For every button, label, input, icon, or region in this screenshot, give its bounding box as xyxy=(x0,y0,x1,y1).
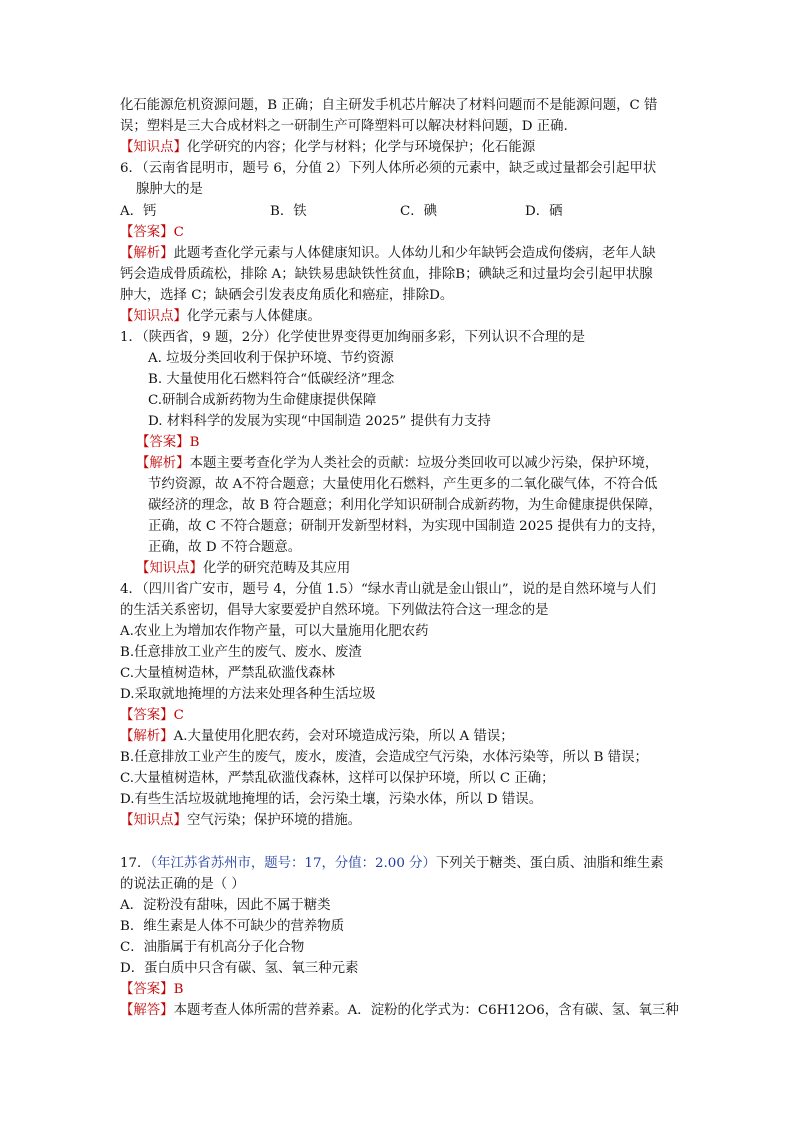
knowledge-line xyxy=(136,559,350,579)
question-number: 17． xyxy=(120,856,151,871)
analysis-line xyxy=(148,496,662,516)
analysis-line xyxy=(120,265,653,285)
analysis-text: 正确，故 D 不符合题意。 xyxy=(148,540,302,555)
option-text: A．淀粉没有甜味，因此不属于糖类 xyxy=(120,898,331,913)
analysis-line xyxy=(148,538,301,558)
analysis-line xyxy=(120,727,514,747)
question-number: 4． xyxy=(120,582,142,597)
answer-line xyxy=(120,706,184,726)
question-source: （云南省昆明市，题号 6，分值 2） xyxy=(141,161,349,176)
analysis-tag: 【解析】 xyxy=(120,246,174,261)
option-b xyxy=(120,643,362,663)
analysis-text: 碳经济的理念，故 B 符合题意；利用化学知识研制合成新药物，为生命健康提供保障， xyxy=(148,498,662,513)
option-a xyxy=(148,349,394,369)
question-17-line xyxy=(120,854,664,874)
option-text: B. 大量使用化石燃料符合“低碳经济”理念 xyxy=(148,372,395,387)
answer-line xyxy=(120,223,184,243)
knowledge-text: 化学元素与人体健康。 xyxy=(186,309,321,324)
question-1-line xyxy=(120,328,585,348)
answer-value: B xyxy=(173,982,184,997)
analysis-text: 正确，故 C 不符合题意；研制开发新型材料，为实现中国制造 2025 提供有力的支持， xyxy=(148,519,665,534)
solution-tag: 【解答】 xyxy=(120,1003,174,1018)
option-c: C．碘 xyxy=(400,204,438,219)
answer-line xyxy=(120,980,183,1000)
question-number: 1． xyxy=(120,330,142,345)
option-text: B．维生素是人体不可缺少的营养物质 xyxy=(120,919,345,934)
analysis-text: D.有些生活垃圾就地掩埋的话，会污染土壤，污染水体，所以 D 错误。 xyxy=(120,792,543,807)
question-6-line xyxy=(120,159,656,179)
option-text: C．油脂属于有机高分子化合物 xyxy=(120,940,305,955)
answer-value: B xyxy=(189,435,200,450)
analysis-line xyxy=(136,454,658,474)
text-line xyxy=(120,117,568,137)
solution-line xyxy=(120,1001,679,1021)
question-text: 腺肿大的是 xyxy=(136,182,203,197)
analysis-tag: 【解析】 xyxy=(136,456,190,471)
question-text: 的生活关系密切，倡导大家要爱护自然环境。下列做法符合这一理念的是 xyxy=(120,603,549,618)
analysis-text: 本题主要考查化学为人类社会的贡献：垃圾分类回收可以减少污染，保护环境， xyxy=(189,456,659,471)
answer-value: C xyxy=(173,225,184,240)
option-c xyxy=(148,391,376,411)
option-c xyxy=(120,664,335,684)
option-text: D. 材料科学的发展为实现“中国制造 2025” 提供有力支持 xyxy=(148,414,491,429)
analysis-text: 此题考查化学元素与人体健康知识。人体幼儿和少年缺钙会造成佝偻病，老年人缺 xyxy=(173,246,656,261)
question-text: 的说法正确的是（ ） xyxy=(120,877,245,892)
option-a: A．钙 xyxy=(120,204,157,219)
knowledge-line xyxy=(120,307,321,327)
analysis-line xyxy=(120,748,648,768)
analysis-line xyxy=(120,286,453,306)
knowledge-line xyxy=(120,138,535,158)
analysis-text: C.大量植树造林，严禁乱砍滥伐森林，这样可以保护环境，所以 C 正确； xyxy=(120,771,555,786)
option-d: D．硒 xyxy=(525,204,563,219)
analysis-line xyxy=(148,517,665,537)
question-number: 6． xyxy=(120,161,142,176)
knowledge-tag: 【知识点】 xyxy=(120,140,187,155)
knowledge-text: 空气污染；保护环境的措施。 xyxy=(186,813,362,828)
option-text: A.农业上为增加农作物产量，可以大量施用化肥农药 xyxy=(120,624,429,639)
option-text: C.大量植树造林，严禁乱砍滥伐森林 xyxy=(120,666,335,681)
answer-value: C xyxy=(173,708,184,723)
text-span: 化石能源危机资源问题，B 正确；自主研发手机芯片解决了材料问题而不是能源问题，C 错 xyxy=(120,98,658,113)
option-d xyxy=(148,412,491,432)
question-source: （四川省广安市，题号 4，分值 1.5） xyxy=(141,582,362,597)
option-a xyxy=(120,622,429,642)
knowledge-text: 化学研究的内容；化学与材料；化学与环境保护；化石能源 xyxy=(186,140,536,155)
option-text: D.采取就地掩埋的方法来处理各种生活垃圾 xyxy=(120,687,376,702)
option-text: B.任意排放工业产生的废气、废水、废渣 xyxy=(120,645,362,660)
option-text: D．蛋白质中只含有碳、氢、氧三种元素 xyxy=(120,961,359,976)
option-text: A. 垃圾分类回收利于保护环境、节约资源 xyxy=(148,351,394,366)
question-4-line xyxy=(120,601,549,621)
text-span: 误；塑料是三大合成材料之一研制生产可降塑料可以解决材料问题，D 正确. xyxy=(120,119,568,134)
analysis-line xyxy=(148,475,657,495)
analysis-text: A.大量使用化肥农药，会对环境造成污染，所以 A 错误； xyxy=(173,729,514,744)
analysis-line xyxy=(120,244,656,264)
analysis-text: 钙会造成骨质疏松，排除 A；缺铁易患缺铁性贫血，排除B；碘缺乏和过量均会引起甲状腺 xyxy=(120,267,653,282)
knowledge-tag: 【知识点】 xyxy=(136,561,203,576)
option-b: B．铁 xyxy=(270,204,307,219)
option-a xyxy=(120,896,331,916)
analysis-tag: 【解析】 xyxy=(120,729,174,744)
question-4-line xyxy=(120,580,656,600)
answer-tag: 【答案】 xyxy=(120,982,174,997)
question-source: （年江苏省苏州市，题号：17，分值：2.00 分） xyxy=(150,856,436,871)
question-text: 下列人体所必须的元素中，缺乏或过量都会引起甲状 xyxy=(348,161,657,176)
answer-tag: 【答案】 xyxy=(120,225,174,240)
answer-line xyxy=(136,433,199,453)
knowledge-line xyxy=(120,811,361,831)
option-d xyxy=(120,959,358,979)
knowledge-tag: 【知识点】 xyxy=(120,309,187,324)
analysis-line xyxy=(120,769,555,789)
question-text: （陕西省，9 题，2分）化学使世界变得更加绚丽多彩，下列认识不合理的是 xyxy=(141,330,586,345)
question-text: 下列关于糖类、蛋白质、油脂和维生素 xyxy=(435,856,664,871)
answer-tag: 【答案】 xyxy=(120,708,174,723)
option-b xyxy=(148,370,394,390)
analysis-line xyxy=(120,790,542,810)
question-text: “绿水青山就是金山银山”，说的是自然环境与人们 xyxy=(361,582,656,597)
option-b xyxy=(120,917,344,937)
option-d xyxy=(120,685,376,705)
text-line xyxy=(120,96,657,116)
knowledge-tag: 【知识点】 xyxy=(120,813,187,828)
option-text: C.研制合成新药物为生命健康提供保障 xyxy=(148,393,377,408)
question-6-line xyxy=(136,180,203,200)
analysis-text: B.任意排放工业产生的废气，废水，废渣，会造成空气污染，水体污染等，所以 B 错误； xyxy=(120,750,648,765)
analysis-text: 节约资源，故 A不符合题意；大量使用化石燃料，产生更多的二氧化碳气体，不符合低 xyxy=(148,477,658,492)
question-17-line xyxy=(120,875,245,895)
option-c xyxy=(120,938,304,958)
knowledge-text: 化学的研究范畴及其应用 xyxy=(202,561,351,576)
answer-tag: 【答案】 xyxy=(136,435,190,450)
analysis-text: 肿大，选择 C；缺硒会引发表皮角质化和癌症，排除D。 xyxy=(120,288,454,303)
solution-text: 本题考查人体所需的营养素。A．淀粉的化学式为：C6H12O6，含有碳、氢、氧三种 xyxy=(173,1003,679,1018)
